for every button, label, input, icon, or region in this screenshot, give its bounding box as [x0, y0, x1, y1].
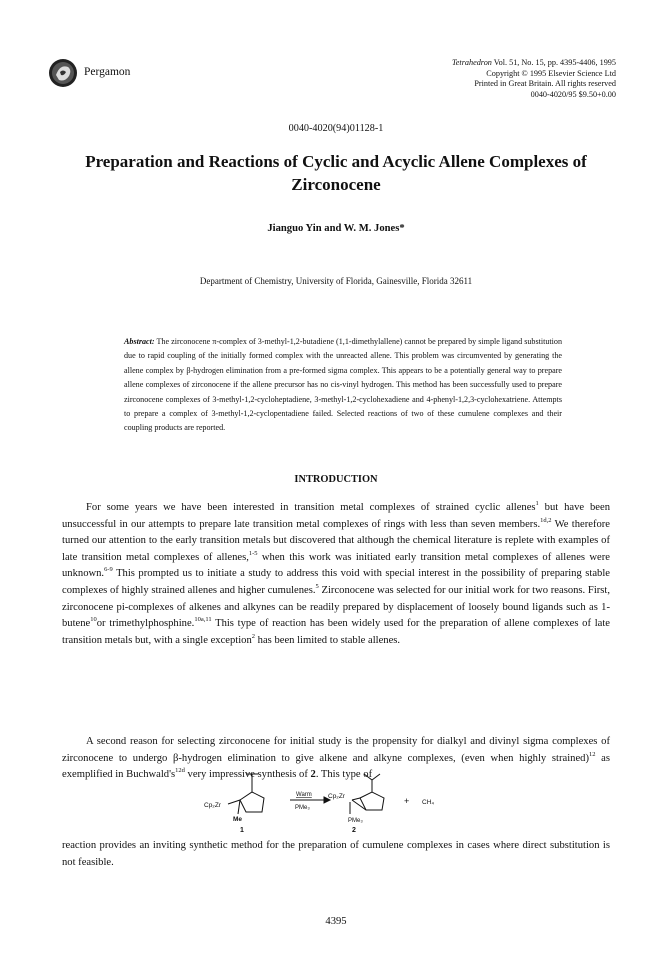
compound-number: 2	[310, 769, 316, 781]
product-number: 2	[352, 827, 356, 834]
ref: 12	[588, 750, 596, 758]
author-affiliation: Department of Chemistry, University of Florida, Gainesville, Florida 32611	[199, 276, 473, 286]
arrow-condition-bottom: PMe₃	[295, 805, 310, 811]
reactant-number: 1	[240, 827, 244, 834]
abstract	[124, 335, 562, 436]
journal-info	[452, 58, 616, 100]
article-authors: Jianguo Yin and W. M. Jones*	[267, 223, 405, 234]
publisher-name: Pergamon	[84, 66, 131, 78]
reactant-structure	[228, 774, 264, 814]
ref: 1d,2	[540, 516, 552, 524]
intro-paragraph-2: A second reason for selecting zirconocene for initial study is the propensity for dialkyl and divinyl sigma complexes of zirconocene to undergo β-hydrogen elimination to give alkene and alkyne complexes, (even when highly strained)$^{12}$ as exemplified in $Buchwald's^{12d}$ very impressive synthesis of 2. This type of	[62, 736, 610, 781]
pergamon-logo	[48, 58, 78, 88]
arrow-condition-top: Warm	[296, 792, 312, 798]
ref: 6-9	[104, 566, 113, 574]
journal-volume: Vol. 51, No. 15, pp. 4395-4406, 1995	[491, 58, 616, 67]
article-title: Preparation and Reactions of Cyclic and Acyclic Allene Complexes of Zirconocene	[85, 152, 587, 194]
reactant-cp2zr: Cp₂Zr	[204, 802, 221, 809]
byproduct-ch4: CH₄	[422, 799, 435, 806]
ref: 1	[535, 500, 539, 507]
ref: 10	[90, 616, 97, 624]
reaction-scheme	[200, 770, 460, 834]
plus-sign: +	[404, 796, 410, 806]
ref: 12d	[175, 767, 185, 775]
reactant-me: Me	[233, 816, 243, 823]
ref: 2	[251, 632, 256, 640]
printed-line: Printed in Great Britain. All rights reserved	[474, 79, 616, 89]
issn-price: 0040-4020/95 $9.50+0.00	[530, 89, 616, 99]
page-number: 4395	[325, 916, 347, 927]
abstract-label: Abstract:	[124, 337, 155, 346]
product-cp2zr: Cp₂Zr	[328, 793, 345, 800]
ref: 1-5	[248, 549, 258, 557]
copyright-line: Copyright © 1995 Elsevier Science Ltd	[486, 68, 616, 78]
abstract-text: The zirconocene π-complex of 3-methyl-1,2-butadiene (1,1-dimethylallene) cannot be prepared by simple ligand substitution due to rapid coupling of the initially formed complex with the unreacted allene. This problem was circumvented by generating the allene complex by β-hydrogen elimination from a pre-formed sigma complex. This appears to be a potentially general way to prepare allene complexes of zirconocene if the allene precursor has no cis-vinyl hydrogen. This method has been successfully used to prepare zirconocene complexes of 3-methyl-1,2-cycloheptadiene, 3-methyl-1,2-cyclohexadiene and 4-phenyl-1,2,3-cyclohexatriene. Attempts to prepare a complex of 3-methyl-1,2-cyclopentadiene failed. Selected reactions of two of these cumulene complexes and their coupling products are reported.	[124, 337, 562, 433]
ref: 5	[315, 582, 319, 590]
ref: 10a,11	[194, 616, 212, 624]
product-pme3: PMe₃	[348, 818, 363, 824]
intro-paragraph-1: For some years we have been interested in transition metal complexes of strained cyclic allenes$^1$ but have been unsuccessful in our attempts to prepare late transition metal complexes of rings with less than seven members.$^{1d,2}$ We therefore turned our attention to the early transition metals but discovered that although the chemical literature is replete with examples of late transition metal complexes of allenes,$^{1-5}$ when this work was initiated early transition metal complexes of allenes were unknown.$^{6-9}$ This prompted us to initiate a study to address this void with special interest in the possibility of preparing stable complexes of highly strained allenes and higher cumulenes.$^5$ Zirconocene was selected for our initial work for two reasons. First, zirconocene pi-complexes of alkenes and alkynes can be readily prepared by displacement of loosely bound ligands such as 1-butene$^{10}$or trimethylphosphine.$^{10a,11}$ This type of reaction has been widely used for the preparation of allene complexes of late transition metals but, with a single exception$^2$ has been limited to stable allenes.	[62, 500, 610, 646]
article-doi: 0040-4020(94)01128-1	[288, 123, 384, 134]
product-structure	[350, 774, 384, 814]
journal-name: Tetrahedron	[452, 58, 492, 67]
section-heading-introduction: INTRODUCTION	[294, 474, 378, 485]
journal-citation	[452, 58, 616, 69]
intro-paragraph-3: reaction provides an inviting synthetic method for the preparation of cumulene complexes in cases where direct substitution is not feasible.	[62, 840, 610, 868]
